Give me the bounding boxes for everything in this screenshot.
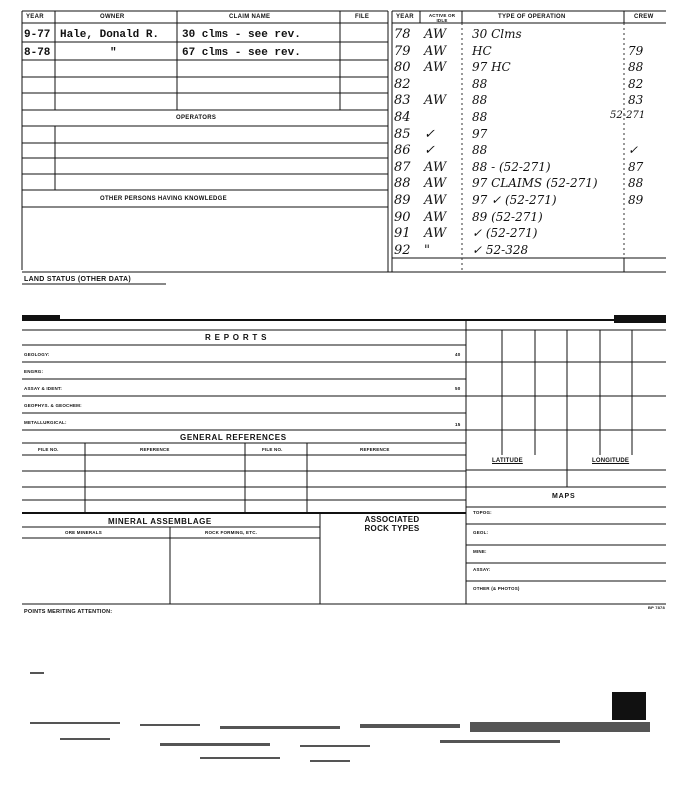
activity-active-idle: AW	[424, 27, 447, 42]
activity-active-idle: ✓	[424, 126, 435, 142]
file-header: FILE	[355, 14, 370, 20]
report-row-number: 40	[455, 352, 461, 357]
activity-crew: 88	[628, 60, 644, 75]
ref-col-file-no: FILE NO.	[262, 447, 283, 452]
activity-active-idle: AW	[424, 93, 447, 109]
activity-type: ✓ (52-271)	[472, 226, 538, 241]
associated-rock-types-header: ASSOCIATED ROCK TYPES	[364, 515, 420, 533]
maps-item: GEOL:	[473, 530, 489, 535]
activity-type: 89 (52-271)	[472, 209, 543, 224]
maps-item: ASSAY:	[473, 567, 491, 572]
owner-row-owner: Hale, Donald R.	[60, 29, 160, 41]
activity-year: 86	[394, 143, 411, 159]
activity-active-idle: AW	[424, 176, 447, 192]
active-idle-header: ACTIVE OR IDLE	[428, 13, 456, 23]
activity-active-idle: AW	[424, 159, 447, 175]
activity-active-idle: AW	[424, 209, 447, 225]
activity-crew: 89	[628, 193, 644, 207]
activity-crew: 88	[628, 176, 644, 191]
activity-type: 88 - (52-271)	[472, 159, 551, 174]
owner-row-year: 9-77	[24, 29, 51, 41]
activity-year: 79	[394, 43, 411, 59]
activity-type: 30 Clms	[472, 27, 522, 41]
activity-active-idle: AW	[424, 193, 447, 208]
activity-year: 78	[394, 27, 411, 42]
activity-crew: 87	[628, 159, 644, 174]
activity-active-idle: ✓	[424, 143, 435, 159]
activity-active-idle: AW	[424, 60, 447, 76]
ref-col-reference: REFERENCE	[140, 447, 170, 452]
owner-year-header: YEAR	[26, 14, 44, 20]
mineral-assemblage-title: MINERAL ASSEMBLAGE	[108, 517, 212, 526]
activity-type: ✓ 52-328	[472, 242, 529, 257]
claim-name-header: CLAIM NAME	[229, 14, 271, 20]
activity-year: 80	[394, 60, 411, 76]
activity-year: 82	[394, 76, 411, 92]
report-row-number: 50	[455, 386, 461, 391]
land-status-label: LAND STATUS (OTHER DATA)	[24, 276, 132, 283]
ore-minerals-header: ORE MINERALS	[65, 530, 102, 535]
activity-year-header: YEAR	[396, 14, 414, 20]
crew-header: CREW	[634, 14, 654, 20]
report-row-label: ENGRG:	[24, 369, 44, 374]
latitude-label: LATITUDE	[492, 458, 523, 464]
activity-crew: ✓	[628, 143, 639, 158]
longitude-label: LONGITUDE	[592, 458, 630, 464]
maps-item: OTHER (& PHOTOS)	[473, 586, 520, 591]
general-references-title: GENERAL REFERENCES	[180, 433, 287, 442]
activity-year: 89	[394, 193, 411, 208]
points-meriting-attention-label: POINTS MERITING ATTENTION:	[24, 609, 113, 615]
activity-type: HC	[472, 43, 492, 58]
activity-active-idle: AW	[424, 226, 447, 242]
type-of-operation-header: TYPE OF OPERATION	[498, 14, 566, 20]
report-row-label: GEOPHYS. & GEOCHEM:	[24, 403, 82, 408]
activity-type: 88	[472, 93, 488, 108]
activity-year: 83	[394, 93, 411, 109]
owner-row-claim: 67 clms - see rev.	[182, 47, 301, 59]
activity-active-idle: AW	[424, 43, 447, 59]
activity-crew: 79	[628, 43, 644, 58]
report-row-number: 15	[455, 422, 461, 427]
activity-type: 97 CLAIMS (52-271)	[472, 176, 598, 191]
activity-year: 92	[394, 242, 411, 258]
activity-type: 88	[472, 143, 488, 158]
activity-type: 97 HC	[472, 60, 511, 75]
activity-year: 90	[394, 209, 411, 225]
reports-title: R E P O R T S	[205, 333, 268, 342]
owner-row-owner: "	[110, 47, 117, 59]
ref-col-reference: REFERENCE	[360, 447, 390, 452]
owner-row-year: 8-78	[24, 47, 51, 59]
activity-type: 88	[472, 110, 488, 124]
activity-type: 97 ✓ (52-271)	[472, 193, 557, 207]
activity-year: 87	[394, 159, 411, 175]
rock-forming-header: ROCK FORMING, ETC.	[205, 530, 258, 535]
activity-crew: 82	[628, 76, 644, 91]
activity-type: 97	[472, 126, 488, 141]
maps-title: MAPS	[552, 493, 576, 500]
owner-row-claim: 30 clms - see rev.	[182, 29, 301, 41]
activity-crew: 52-271	[610, 110, 646, 121]
report-row-label: METALLURGICAL:	[24, 420, 67, 425]
operators-header: OPERATORS	[176, 115, 217, 121]
report-row-label: GEOLOGY:	[24, 352, 50, 357]
activity-type: 88	[472, 76, 488, 91]
activity-active-idle: "	[424, 242, 430, 258]
other-persons-header: OTHER PERSONS HAVING KNOWLEDGE	[100, 196, 227, 202]
activity-year: 91	[394, 226, 411, 242]
maps-item: MINE:	[473, 549, 487, 554]
ref-col-file-no: FILE NO.	[38, 447, 59, 452]
activity-year: 85	[394, 126, 411, 142]
activity-crew: 83	[628, 93, 644, 108]
form-number: BP 7878	[648, 605, 665, 610]
maps-item: TOPOG:	[473, 510, 492, 515]
activity-year: 88	[394, 176, 411, 192]
report-row-label: ASSAY & IDENT:	[24, 386, 63, 391]
activity-year: 84	[394, 110, 411, 125]
owner-header: OWNER	[100, 14, 125, 20]
